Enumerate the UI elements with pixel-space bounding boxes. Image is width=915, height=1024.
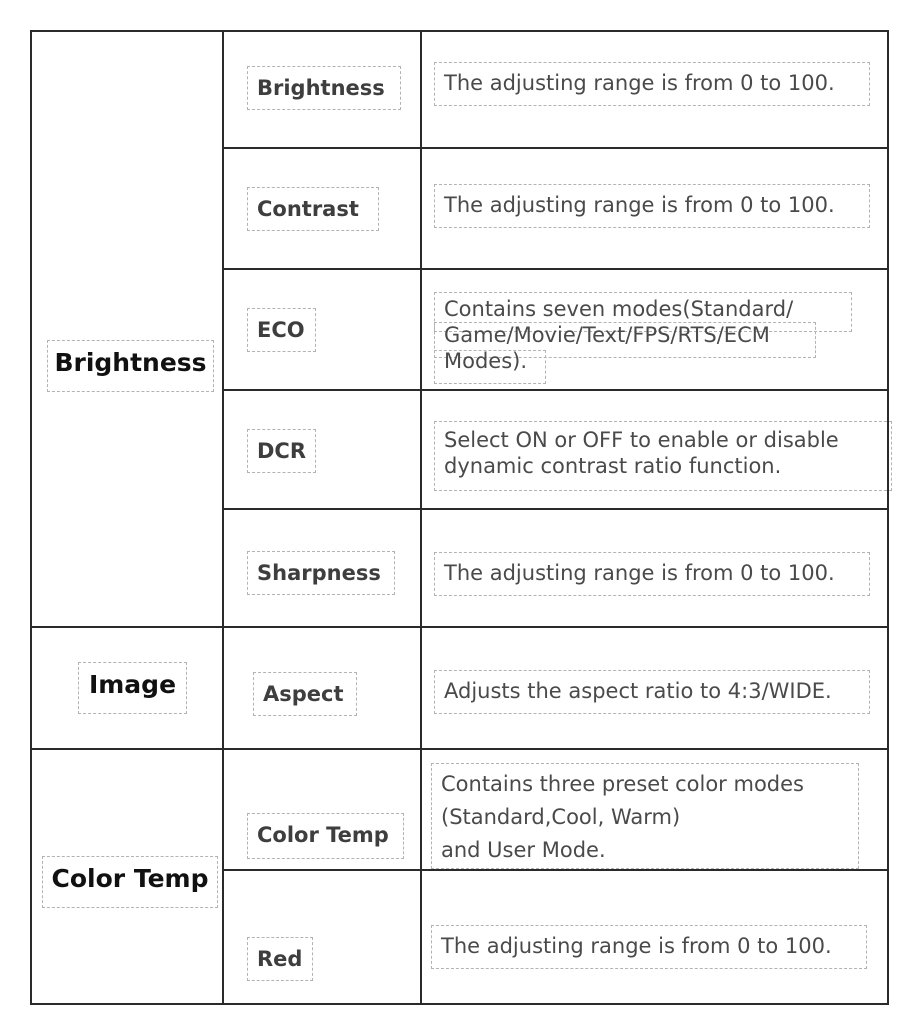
column-divider [222, 30, 224, 1005]
table-border-right [887, 30, 889, 1005]
row-divider [223, 389, 889, 391]
category-label: Image [78, 662, 187, 714]
setting-label: DCR [247, 429, 316, 473]
setting-label: ECO [247, 308, 316, 352]
category-label: Brightness [47, 340, 214, 392]
setting-label: Brightness [247, 66, 401, 110]
setting-description: The adjusting range is from 0 to 100. [434, 62, 870, 106]
row-divider [223, 268, 889, 270]
row-divider [223, 508, 889, 510]
setting-label: Aspect [253, 672, 357, 716]
group-divider [30, 626, 889, 628]
table-border-bottom [30, 1003, 889, 1005]
category-label: Color Temp [42, 856, 218, 908]
setting-description: Contains seven modes(Standard/ Game/Movie/Text/FPS/RTS/ECM Modes). [444, 297, 794, 373]
setting-description: Select ON or OFF to enable or disable dynamic contrast ratio function. [434, 421, 892, 491]
setting-label: Contrast [247, 187, 379, 231]
setting-label: Red [247, 937, 313, 981]
setting-description: The adjusting range is from 0 to 100. [431, 925, 867, 969]
setting-label: Color Temp [247, 813, 404, 859]
row-divider [223, 147, 889, 149]
setting-description: The adjusting range is from 0 to 100. [434, 184, 870, 228]
table-border-left [30, 30, 32, 1005]
table-border-top [30, 30, 889, 32]
setting-description: The adjusting range is from 0 to 100. [434, 552, 870, 596]
setting-label: Sharpness [247, 551, 395, 595]
group-divider [30, 748, 889, 750]
row-divider [223, 869, 889, 871]
column-divider [420, 30, 422, 1005]
setting-description: Contains three preset color modes (Standard,Cool, Warm) and User Mode. [441, 772, 804, 862]
setting-description: Adjusts the aspect ratio to 4:3/WIDE. [434, 670, 870, 714]
